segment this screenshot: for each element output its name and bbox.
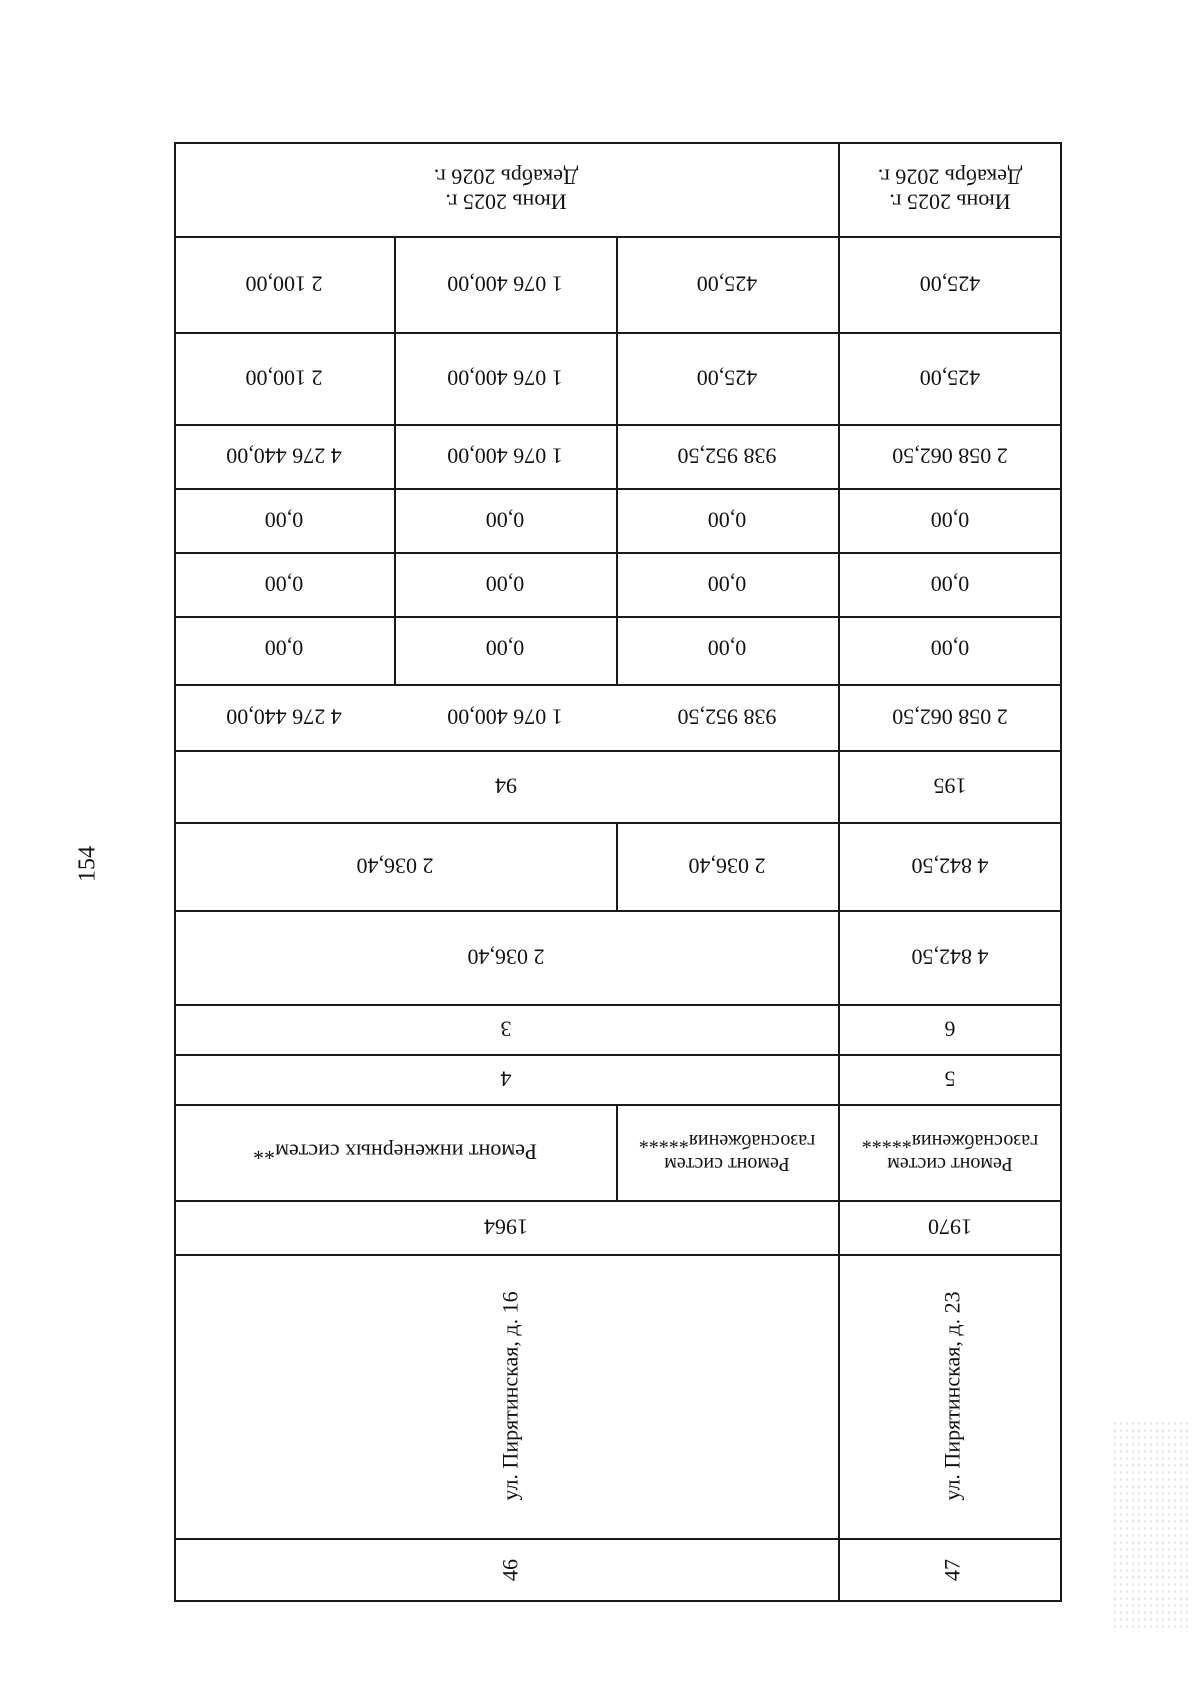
rule [616, 236, 618, 684]
value-cell: 425,00 [919, 365, 981, 391]
rule [174, 488, 1062, 490]
value-cell: 0,00 [485, 571, 525, 597]
rule [174, 684, 1062, 686]
value-cell: 425,00 [696, 271, 758, 297]
value-cell: 0,00 [707, 571, 747, 597]
rule [174, 236, 1062, 238]
rule [174, 750, 1062, 752]
rule [174, 332, 1062, 334]
value-cell: 0,00 [264, 507, 304, 533]
column-number: 4 [500, 1066, 512, 1092]
value-cell: 0,00 [485, 507, 525, 533]
rule [174, 1004, 1062, 1006]
year-cell: 1964 [484, 1214, 528, 1240]
rule [174, 1054, 1062, 1056]
value-cell: 1 076 400,00 [447, 443, 563, 469]
value-cell: 1 076 400,00 [447, 271, 563, 297]
work-type-cell: Ремонт систем газоснабжения***** [861, 1130, 1039, 1175]
address-cell: ул. Пирятинская, д. 23 [939, 1291, 965, 1501]
work-type-cell: Ремонт инженерных систем** [253, 1139, 537, 1165]
value-cell: 0,00 [264, 571, 304, 597]
cost-cell: 4 842,50 [911, 944, 989, 970]
column-number: 5 [944, 1066, 956, 1092]
year-cell: 1970 [928, 1214, 972, 1240]
count-cell: 94 [495, 773, 517, 799]
value-cell: 0,00 [707, 635, 747, 661]
value-cell: 0,00 [930, 507, 970, 533]
rule [616, 1104, 618, 1200]
rule [174, 424, 1062, 426]
row-number: 47 [939, 1559, 965, 1581]
rule [174, 910, 1062, 912]
value-cell: 0,00 [264, 635, 304, 661]
address-cell: ул. Пирятинская, д. 16 [497, 1291, 523, 1501]
value-cell: 2 058 062,50 [892, 443, 1008, 469]
scan-noise [1112, 1420, 1188, 1630]
rule [174, 616, 1062, 618]
rule [174, 552, 1062, 554]
value-cell: 4 276 440,00 [226, 704, 342, 730]
value-cell: 0,00 [485, 635, 525, 661]
value-cell: 2 100,00 [245, 271, 323, 297]
period-left: Июнь 2025 г. Декабрь 2026 г. [433, 164, 579, 215]
cost-cell: 4 842,50 [911, 853, 989, 879]
rule [174, 1538, 1062, 1540]
value-cell: 4 276 440,00 [226, 443, 342, 469]
column-number: 3 [500, 1016, 512, 1042]
rule [174, 822, 1062, 824]
page-number: 154 [74, 846, 101, 882]
rule [616, 822, 618, 910]
value-cell: 938 952,50 [677, 704, 777, 730]
value-cell: 2 058 062,50 [892, 704, 1008, 730]
cost-cell: 2 036,40 [356, 853, 434, 879]
value-cell: 0,00 [707, 507, 747, 533]
rule [394, 236, 396, 684]
cost-cell: 2 036,40 [688, 853, 766, 879]
period-right: Июнь 2025 г. Декабрь 2026 г. [877, 164, 1023, 215]
value-cell: 1 076 400,00 [447, 365, 563, 391]
value-cell: 425,00 [696, 365, 758, 391]
cost-cell: 2 036,40 [467, 944, 545, 970]
value-cell: 0,00 [930, 635, 970, 661]
rule [174, 1104, 1062, 1106]
column-number: 6 [944, 1016, 956, 1042]
work-type-cell: Ремонт систем газоснабжения***** [638, 1130, 816, 1175]
value-cell: 938 952,50 [677, 443, 777, 469]
row-number: 46 [497, 1559, 523, 1581]
rule [838, 142, 840, 1602]
value-cell: 425,00 [919, 271, 981, 297]
value-cell: 2 100,00 [245, 365, 323, 391]
value-cell: 1 076 400,00 [447, 704, 563, 730]
rule [174, 1200, 1062, 1202]
value-cell: 0,00 [930, 571, 970, 597]
count-cell: 195 [933, 773, 967, 799]
rule [174, 1254, 1062, 1256]
